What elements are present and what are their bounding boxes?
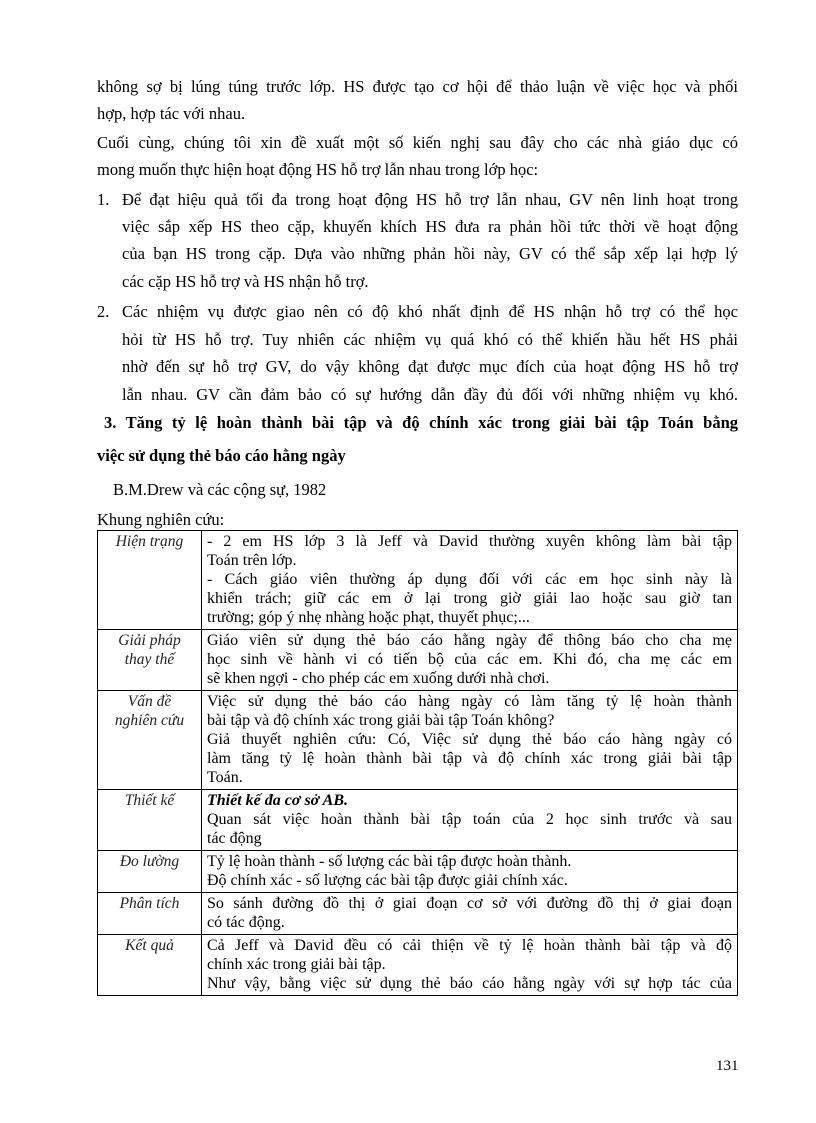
page-number: 131: [716, 1058, 739, 1074]
recommendation-2-line-2: hỏi từ HS hỗ trợ. Tuy nhiên các nhiệm vụ quá khó có thể khiến hầu hết HS phải: [122, 330, 738, 349]
row-label-do-luong: Đo lường: [98, 851, 202, 893]
row-content-giai-phap: Giáo viên sử dụng thẻ báo cáo hằng ngày để thông báo cho cha mẹ học sinh về hành vi có tiến bộ của các em. Khi đó, cha mẹ các em sẽ khen ngợi - cho phép các em xuống dưới nhà chơi.: [202, 630, 738, 691]
row-content-hien-trang: - 2 em HS lớp 3 là Jeff và David thường xuyên không làm bài tập Toán trên lớp. - Cách giáo viên thường áp dụng đối với các em học sinh này là khiển trách; giữ các em ở lại trong giờ giải lao hoặc sau giờ tan trường; góp ý nhẹ nhàng hoặc phạt, thuyết phục;...: [202, 531, 738, 630]
intro-line-1: không sợ bị lúng túng trước lớp. HS được tạo cơ hội để thảo luận về việc học và phối: [97, 77, 738, 96]
row-label-giai-phap: Giải pháp thay thế: [98, 630, 202, 691]
row-label-hien-trang: Hiện trạng: [98, 531, 202, 630]
recommendation-2-line-3: nhờ đến sự hỗ trợ GV, do vậy không đạt được mục đích của hoạt động HS hỗ trợ: [122, 357, 738, 376]
table-row: [98, 630, 738, 691]
recommendation-2-line-4: lẫn nhau. GV cần đảm bảo có sự hướng dẫn đầy đủ đối với những nhiệm vụ khó.: [122, 385, 738, 404]
section-heading-line-1: 3. Tăng tỷ lệ hoàn thành bài tập và độ chính xác trong giải bài tập Toán bằng: [104, 413, 738, 432]
recommendation-1-number: 1.: [97, 190, 110, 209]
recommendation-1-line-2: việc sắp xếp HS theo cặp, khuyến khích HS đưa ra phản hồi tức thời về hoạt động: [122, 217, 738, 236]
intro-line-4: mong muốn thực hiện hoạt động HS hỗ trợ lẫn nhau trong lớp học:: [97, 160, 539, 179]
intro-line-2: hợp, hợp tác với nhau.: [97, 104, 246, 123]
framework-label: Khung nghiên cứu:: [97, 510, 225, 529]
research-framework-table: [97, 530, 738, 996]
table-row: [98, 893, 738, 935]
recommendation-2-number: 2.: [97, 302, 110, 321]
row-content-do-luong: Tỷ lệ hoàn thành - số lượng các bài tập được hoàn thành. Độ chính xác - số lượng các bài tập được giải chính xác.: [202, 851, 738, 893]
section-authors: B.M.Drew và các cộng sự, 1982: [113, 480, 327, 499]
recommendation-2-line-1: Các nhiệm vụ được giao nên có độ khó nhất định để HS nhận hỗ trợ có thể học: [122, 302, 738, 321]
recommendation-1-line-3: của bạn HS trong cặp. Dựa vào những phản hồi này, GV có thể sắp xếp lại hợp lý: [122, 244, 738, 263]
row-content-van-de: Việc sử dụng thẻ báo cáo hàng ngày có làm tăng tỷ lệ hoàn thành bài tập và độ chính xác trong giải bài tập Toán không? Giả thuyết nghiên cứu: Có, Việc sử dụng thẻ báo cáo hàng ngày có làm tăng tỷ lệ hoàn thành bài tập và độ chính xác trong giải bài tập Toán.: [202, 691, 738, 790]
recommendation-1-line-4: các cặp HS hỗ trợ và HS nhận hỗ trợ.: [122, 272, 369, 291]
row-content-thiet-ke: Thiết kế đa cơ sở AB. Quan sát việc hoàn thành bài tập toán của 2 học sinh trước và sau tác động: [202, 790, 738, 851]
row-label-thiet-ke: Thiết kế: [98, 790, 202, 851]
table-row: [98, 851, 738, 893]
row-content-phan-tich: So sánh đường đồ thị ở giai đoạn cơ sở với đường đồ thị ở giai đoạn có tác động.: [202, 893, 738, 935]
row-label-phan-tich: Phân tích: [98, 893, 202, 935]
table-row: [98, 935, 738, 996]
table-row: [98, 790, 738, 851]
table-row: [98, 691, 738, 790]
row-content-ket-qua: Cả Jeff và David đều có cải thiện về tỷ lệ hoàn thành bài tập và độ chính xác trong giải bài tập. Như vậy, bằng việc sử dụng thẻ báo cáo hằng ngày với sự hợp tác của: [202, 935, 738, 996]
recommendation-1-line-1: Để đạt hiệu quả tối đa trong hoạt động HS hỗ trợ lẫn nhau, GV nên linh hoạt trong: [122, 190, 738, 209]
row-label-van-de: Vấn đề nghiên cứu: [98, 691, 202, 790]
section-heading-line-2: việc sử dụng thẻ báo cáo hằng ngày: [97, 446, 346, 465]
row-label-ket-qua: Kết quả: [98, 935, 202, 996]
table-row: [98, 531, 738, 630]
intro-line-3: Cuối cùng, chúng tôi xin đề xuất một số kiến nghị sau đây cho các nhà giáo dục có: [97, 133, 738, 152]
